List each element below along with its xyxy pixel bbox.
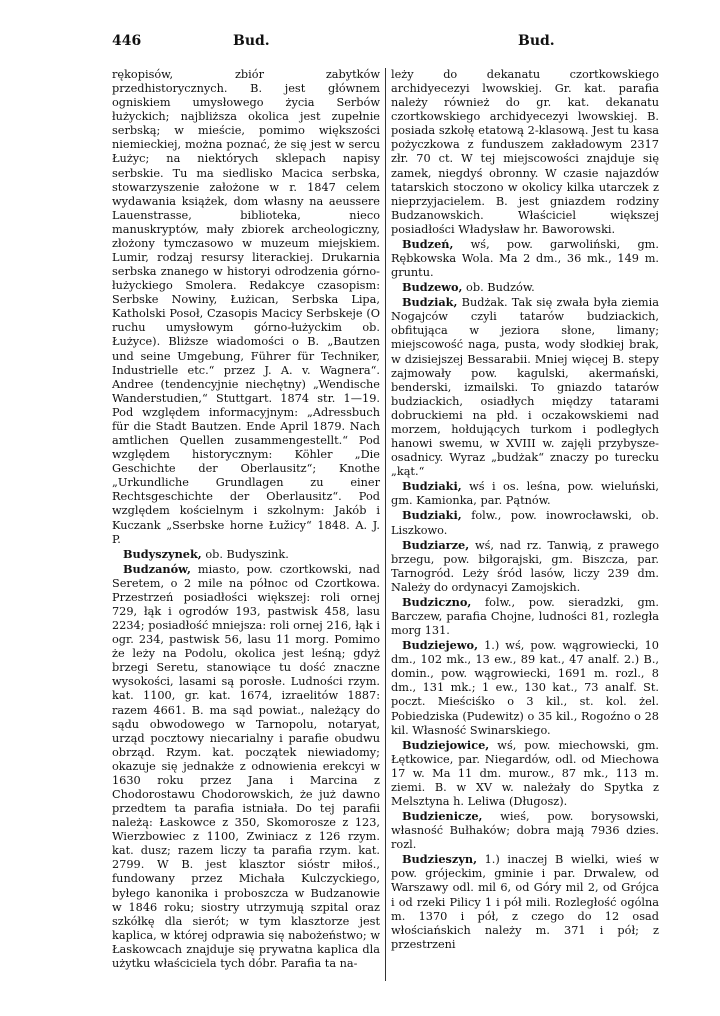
- dictionary-entry: [112, 547, 380, 562]
- dictionary-entry: [391, 538, 659, 595]
- entry-text: 1.) wś, pow. wągrowiecki, 10 dm., 102 mk., 13 ew., 89 kat., 47 analf. 2.) B., domin., pow. wągrowiecki, 1691 m. rozl., 8 dm., 131 mk.; 1 ew., 130 kat., 73 analf. St. poczt. Mieściśko o 3 kil., st. kol. żel. Pobiedziska (Pudewitz) o 35 kil., Rogoźno o 28 kil. Własność Swinarskiego.: [391, 639, 659, 737]
- entry-text: 1.) inaczej B wielki, wieś w pow. grójeckim, gminie i par. Drwalew, od Warszawy odl. mil 6, od Góry mil 2, od Grójca i od rzeki Pilicy 1 i pół mili. Rozległość ogólna m. 1370 i pół, z czego do 12 osad włościańskich należy m. 371 i pół; z przestrzeni: [391, 853, 659, 951]
- entry-headword: Budziczno,: [402, 594, 472, 609]
- column-divider: [385, 68, 386, 981]
- dictionary-entry: [391, 479, 659, 508]
- entry-headword: Budziejewo,: [402, 638, 479, 653]
- dictionary-entry: [391, 809, 659, 852]
- entry-text: wś i os. leśna, pow. wieluński, gm. Kamionka, par. Pątnów.: [391, 480, 659, 508]
- entry-text: folw., pow. sieradzki, gm. Barczew, parafia Chojne, ludności 81, rozległa morg 131.: [391, 595, 659, 638]
- entry-text: wieś, pow. borysowski, własność Bułhaków; dobra mają 7936 dzies. rozl.: [391, 810, 659, 852]
- dictionary-entry: [391, 237, 659, 280]
- entry-text: wś, pow. garwoliński, gm. Rębkowska Wola. Ma 2 dm., 36 mk., 149 m. gruntu.: [391, 237, 659, 280]
- entry-text: wś, pow. miechowski, gm. Łętkowice, par. Niegardów, odl. od Miechowa 17 w. Ma 11 dm. murow., 87 mk., 113 m. ziemi. B. w XV w. należały do Spytka z Melsztyna h. Leliwa (Długosz).: [391, 738, 659, 808]
- dictionary-entry: [391, 595, 659, 638]
- entry-headword: Budyszynek,: [123, 546, 202, 561]
- running-head-left: Bud.: [233, 33, 270, 49]
- page-number: 446: [112, 33, 142, 49]
- entry-text: leży do dekanatu czortkowskiego archidyecezyi lwowskiej. Gr. kat. parafia należy również do gr. kat. dekanatu czortkowskiego archidyecezyi lwowskiej. B. posiada szkołę etatową 2-klasową. Jest tu kasa pożyczkowa z funduszem zakładowym 2317 złr. 70 ct. W tej miejscowości znajduje się zamek, niegdyś obronny. W czasie najazdów tatarskich stoczono w okolicy kilka utarczek z nieprzyjacielem. B. jest gniazdem rodziny Budzanowskich. Właściciel większej posiadłości Władysław hr. Baworowski.: [391, 68, 659, 236]
- entry-headword: Budzanów,: [123, 561, 191, 576]
- dictionary-entry: [112, 562, 380, 971]
- entry-headword: Budziejowice,: [402, 737, 490, 752]
- entry-headword: Budzeń,: [402, 236, 454, 251]
- entry-headword: Budzewo,: [402, 280, 463, 295]
- right-column: [391, 68, 659, 952]
- entry-headword: Budzieszyn,: [402, 852, 478, 867]
- page-header: [0, 33, 720, 55]
- dictionary-entry: [391, 738, 659, 809]
- dictionary-entry: [391, 508, 659, 537]
- entry-text: Budżak. Tak się zwała była ziemia Nogajców czyli tatarów budziackich, obfitująca w jeziora słone, limany; miejscowość naga, pusta, wody słodkiej brak, w dzisiejszej Bessarabii. Mniej więcej B. stepy zajmowały pow. kagulski, akermański, benderski, izmailski. To gniazdo tatarów budziackich, osiadłych między tatarami dobruckiemi na płd. i oczakowskiemi nad morzem, hołdujących turkom i podległych hanowi swemu, w XVIII w. zajęli przybysze-osadnicy. Wyraz „budżak“ znaczy po turecku „kąt.“: [391, 296, 659, 479]
- entry-continuation: [391, 68, 659, 237]
- dictionary-entry: [391, 852, 659, 952]
- dictionary-entry: [391, 280, 659, 295]
- entry-text: miasto, pow. czortkowski, nad Seretem, o 2 mile na północ od Czortkowa. Przestrzeń posiadłości większej: roli ornej 729, łąk i ogrodów 193, pastwisk 458, lasu 2234; posiadłość mniejsza: roli ornej 216, łąk i ogr. 234, pastwisk 56, lasu 11 morg. Pomimo że leży na Podolu, okolica jest leśną; gdyż brzegi Seretu, stanowiące tu dość znaczne wysokości, lasami są porosłe. Ludności rzym. kat. 1100, gr. kat. 1674, izraelitów 1887: razem 4661. B. ma sąd powiat., należący do sądu obwodowego w Tarnopolu, notaryat, urząd pocztowy niecarialny i parafie obudwu obrząd. Rzym. kat. początek niewiadomy; okazuje się jednakże z odnowienia erekcyi w 1630 roku przez Jana i Marcina z Chodorostawu Chodorowskich, że już dawno przedtem ta parafia istniała. Do tej parafii należą: Łaskowce z 350, Skomorosze z 123, Wierzbowiec z 1100, Zwiniacz z 126 rzym. kat. dusz; razem liczy ta parafia rzym. kat. 2799. W B. jest klasztor sióstr miłoś., fundowany przez Michała Kulczyckiego, byłego kanonika i proboszcza w Budzanowie w 1846 roku; siostry utrzymują szpital oraz szkółkę dla sierót; w tym klasztorze jest kaplica, w której odprawia się nabożeństwo; w Łaskowcach znajduje się prywatna kaplica dla użytku właściciela tych dóbr. Parafia ta na-: [112, 562, 380, 970]
- dictionary-entry: [391, 638, 659, 738]
- entry-text: folw., pow. inowrocławski, ob. Liszkowo.: [391, 509, 659, 537]
- entry-headword: Budzienicze,: [402, 809, 483, 824]
- entry-headword: Budziaki,: [402, 479, 462, 494]
- entry-headword: Budziarze,: [402, 537, 470, 552]
- entry-continuation: [112, 68, 380, 547]
- left-column: [112, 68, 380, 971]
- entry-headword: Budziaki,: [402, 508, 462, 523]
- entry-text: ob. Budyszink.: [201, 547, 289, 561]
- entry-text: ob. Budzów.: [462, 281, 535, 295]
- running-head-right: Bud.: [518, 33, 555, 49]
- entry-text: rękopisów, zbiór zabytków przedhistorycznych. B. jest głównem ogniskiem umysłowego życia Serbów łużyckich; najbliższa okolica jest zupełnie serbską; w mieście, pomimo większości niemieckiej, można poznać, że się jest w sercu Łużyc; na niektórych sklepach napisy serbskie. Tu ma siedlisko Macica serbska, stowarzyszenie założone w r. 1847 celem wydawania książek, dom własny na aeussere Lauenstrasse, biblioteka, nieco manuskryptów, mały zbiorek archeologiczny, złożony tymczasowo w muzeum miejskiem. Lumir, rodzaj resursy literackiej. Drukarnia serbska znanego w historyi odrodzenia górno-łużyckiego Smolera. Redakcye czasopism: Serbske Nowiny, Łużican, Serbska Lipa, Katholski Posoł, Czasopis Macicy Serbskeje (O ruchu umysłowym górno-łużyckim ob. Łużyce). Bliższe wiadomości o B. „Bautzen und seine Umgebung, Führer für Techniker, Industrielle etc.“ przez J. A. v. Wagnera“. Andree (tendencyjnie niechętny) „Wendische Wanderstudien,“ Stuttgart. 1874 str. 1—19. Pod względem informacyjnym: „Adressbuch für die Stadt Bautzen. Ende April 1879. Nach amtlichen Quellen zusammengestellt.“ Pod względem historycznym: Köhler „Die Geschichte der Oberlausitz“; Knothe „Urkundliche Grundlagen zu einer Rechtsgeschichte der Oberlausitz“. Pod względem kościelnym i szkolnym: Jakób i Kuczank „Sserbske horne Łužicy“ 1848. A. J. P.: [112, 68, 380, 546]
- dictionary-entry: [391, 295, 659, 479]
- entry-text: wś, nad rz. Tanwią, z prawego brzegu, pow. biłgorajski, gm. Biszcza, par. Tarnogród. Leży śród lasów, liczy 239 dm. Należy do ordynacyi Zamojskich.: [391, 538, 659, 594]
- entry-headword: Budziak,: [402, 295, 458, 310]
